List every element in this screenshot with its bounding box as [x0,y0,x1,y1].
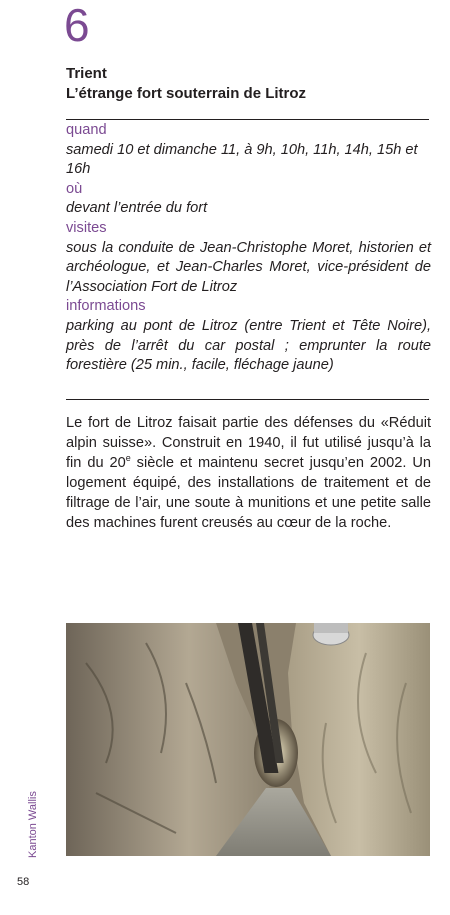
page-number: 58 [17,876,30,888]
visits-value: sous la conduite de Jean-Christophe Moret, historien et archéologue, et Jean-Charles Moret, vice-président de l’Association Fort de Litroz [66,239,431,295]
where-value: devant l’entrée du fort [66,200,208,217]
description-paragraph [66,413,431,533]
info-label: informations [66,298,146,315]
visits-label: visites [66,219,107,236]
when-label: quand [66,122,107,138]
location-name: Trient [66,65,107,82]
where-label: où [66,180,83,197]
tunnel-photo [66,623,430,856]
top-divider [66,119,429,120]
page-title: L’étrange fort souterrain de Litroz [66,85,307,102]
when-value: samedi 10 et dimanche 11, à 9h, 10h, 11h, 14h, 15h et 16h [66,141,418,178]
details-block [66,121,431,376]
info-value: parking au pont de Litroz (entre Trient et Tête Noire), près de l’arrêt du car postal ; emprunter la route forestière (25 min., facile, fléchage jaune) [66,317,431,374]
region-label: Kanton Wallis [27,791,39,858]
description-part-1: Le fort de Litroz faisait partie des défenses du «Réduit alpin suisse». Construit en 1940, il fut utilisé jusqu’à la fin du 20 [66,415,431,471]
description-part-2: siècle et maintenu secret jusqu’en 2002. Un logement équipé, des installations de traitement et de filtrage de l’air, une soute à munitions et une petite salle des machines furent creusés au cœur de la roche. [66,455,431,531]
page-heading [66,64,432,104]
bottom-divider [66,399,429,400]
ordinal-superscript: e [125,453,131,464]
section-number: 6 [64,0,90,51]
